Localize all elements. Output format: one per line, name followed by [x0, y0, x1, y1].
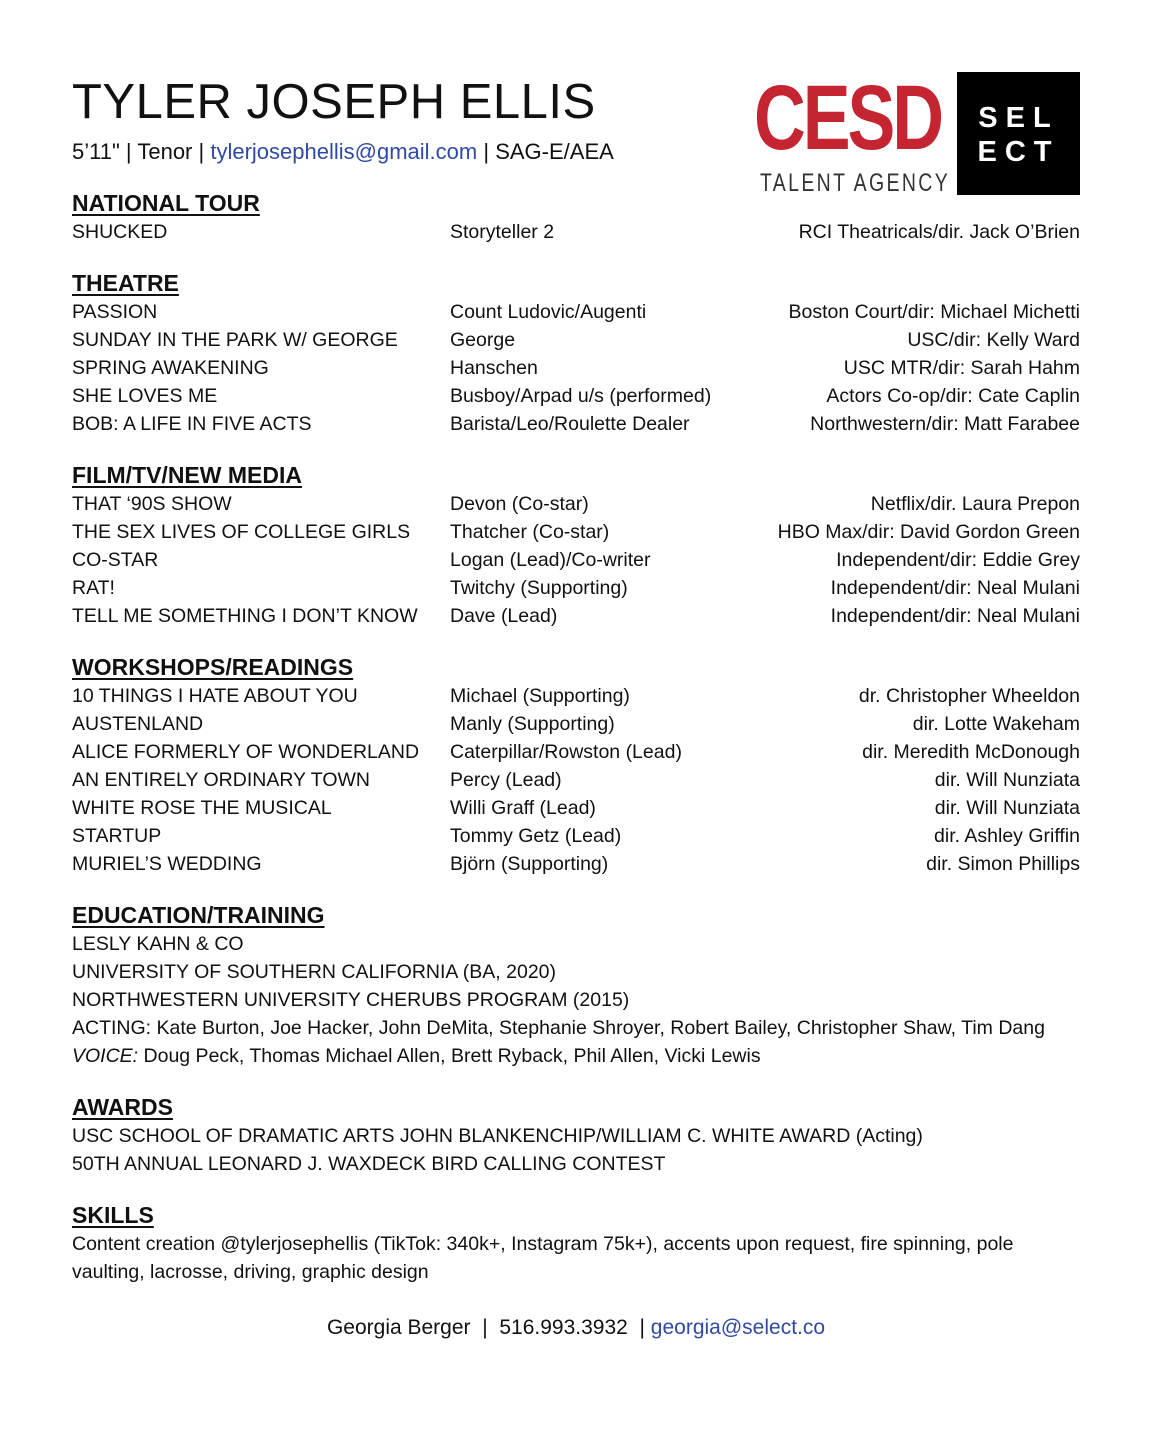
credit-company-director: Actors Co-op/dir: Cate Caplin [826, 385, 1080, 407]
actor-stats: 5’11" | Tenor | tylerjosephellis@gmail.com | SAG-E/AEA [72, 139, 614, 164]
credit-row [72, 354, 1080, 382]
credit-row [72, 298, 1080, 326]
section-title: FILM/TV/NEW MEDIA [72, 462, 302, 488]
credit-title: BOB: A LIFE IN FIVE ACTS [72, 413, 312, 435]
credit-role: Thatcher (Co-star) [450, 521, 610, 543]
credit-company-director: Independent/dir: Eddie Grey [836, 549, 1080, 571]
credit-company-director: Boston Court/dir: Michael Michetti [788, 301, 1080, 323]
section-skills [72, 1200, 1072, 1286]
credit-row [72, 382, 1080, 410]
credit-company-director: Independent/dir: Neal Mulani [830, 605, 1080, 627]
actor-name: TYLER JOSEPH ELLIS [72, 75, 596, 129]
credit-company-director: dir. Lotte Wakeham [912, 713, 1080, 735]
credit-row [72, 574, 1080, 602]
credit-row [72, 518, 1080, 546]
credit-row [72, 738, 1080, 766]
education-line: NORTHWESTERN UNIVERSITY CHERUBS PROGRAM (2015) [72, 989, 630, 1011]
talent-agency-text: TALENT AGENCY [760, 169, 951, 197]
section-awards [72, 1092, 923, 1178]
credit-title: MURIEL’S WEDDING [72, 853, 262, 875]
actor-email-link[interactable]: tylerjosephellis@gmail.com [210, 139, 478, 164]
credit-title: AUSTENLAND [72, 713, 204, 735]
cesd-logo-text: CESD [754, 67, 941, 169]
credit-role: Barista/Leo/Roulette Dealer [450, 413, 690, 435]
section-workshops [72, 652, 1080, 878]
credit-company-director: USC/dir: Kelly Ward [907, 329, 1080, 351]
credit-role: Percy (Lead) [450, 769, 562, 791]
credit-company-director: dr. Christopher Wheeldon [858, 685, 1080, 707]
height: 5’11" [72, 139, 120, 164]
credit-title: WHITE ROSE THE MUSICAL [72, 797, 332, 819]
credit-row [72, 710, 1080, 738]
credit-row [72, 602, 1080, 630]
credit-title: ALICE FORMERLY OF WONDERLAND [72, 741, 420, 763]
credit-role: Dave (Lead) [450, 605, 558, 627]
credit-company-director: HBO Max/dir: David Gordon Green [777, 521, 1080, 543]
credit-role: Hanschen [450, 357, 538, 379]
section-title: NATIONAL TOUR [72, 190, 260, 216]
agent-email-link[interactable]: georgia@select.co [650, 1316, 826, 1339]
credit-company-director: USC MTR/dir: Sarah Hahm [843, 357, 1080, 379]
award-line: 50TH ANNUAL LEONARD J. WAXDECK BIRD CALLING CONTEST [72, 1153, 666, 1175]
credit-company-director: dir. Will Nunziata [934, 797, 1080, 819]
credit-company-director: Netflix/dir. Laura Prepon [870, 493, 1080, 515]
credit-role: Björn (Supporting) [450, 853, 609, 875]
credit-row [72, 218, 1080, 246]
credit-company-director: Northwestern/dir: Matt Farabee [810, 413, 1080, 435]
agent-name: Georgia Berger [326, 1316, 471, 1339]
credit-role: Tommy Getz (Lead) [450, 825, 622, 847]
voice-type: Tenor [137, 139, 193, 164]
credit-role: Logan (Lead)/Co-writer [450, 549, 651, 571]
credit-title: PASSION [72, 301, 158, 323]
credit-row [72, 490, 1080, 518]
credit-role: Busboy/Arpad u/s (performed) [450, 385, 712, 407]
credit-title: AN ENTIRELY ORDINARY TOWN [72, 769, 370, 791]
credit-company-director: dir. Ashley Griffin [934, 825, 1080, 847]
award-line: USC SCHOOL OF DRAMATIC ARTS JOHN BLANKENCHIP/WILLIAM C. WHITE AWARD (Acting) [72, 1125, 923, 1147]
skills-text: Content creation @tylerjosephellis (TikTok: 340k+, Instagram 75k+), accents upon request, fire spinning, pole vaulting, lacrosse, driving, graphic design [72, 1233, 1014, 1283]
agency-logo [754, 67, 1080, 197]
credit-company-director: RCI Theatricals/dir. Jack O’Brien [798, 221, 1080, 243]
education-line: ACTING: Kate Burton, Joe Hacker, John DeMita, Stephanie Shroyer, Robert Bailey, Christopher Shaw, Tim Dang [72, 1017, 1045, 1039]
credit-title: RAT! [72, 577, 115, 599]
credit-company-director: dir. Will Nunziata [934, 769, 1080, 791]
credit-title: TELL ME SOMETHING I DON’T KNOW [72, 605, 418, 627]
credit-company-director: dir. Simon Phillips [926, 853, 1080, 875]
credit-title: SUNDAY IN THE PARK W/ GEORGE [72, 329, 398, 351]
section-film-tv [72, 460, 1080, 630]
credit-title: SHE LOVES ME [72, 385, 218, 407]
credit-role: Michael (Supporting) [450, 685, 630, 707]
credit-row [72, 410, 1080, 438]
section-theatre [72, 268, 1080, 438]
credit-row [72, 850, 1080, 878]
credit-title: THE SEX LIVES OF COLLEGE GIRLS [72, 521, 411, 543]
credit-title: STARTUP [72, 825, 162, 847]
credit-title: SPRING AWAKENING [72, 357, 269, 379]
credit-role: Storyteller 2 [450, 221, 555, 243]
section-title: THEATRE [72, 270, 179, 296]
credit-row [72, 822, 1080, 850]
section-title: AWARDS [72, 1094, 173, 1120]
section-national-tour [72, 188, 1080, 246]
agent-contact-footer: Georgia Berger | 516.993.3932 | georgia@select.co [326, 1316, 826, 1339]
credit-row [72, 326, 1080, 354]
union-status: SAG-E/AEA [495, 139, 614, 164]
credit-row [72, 794, 1080, 822]
credit-role: Manly (Supporting) [450, 713, 615, 735]
credit-title: CO-STAR [72, 549, 159, 571]
credit-title: SHUCKED [72, 221, 168, 243]
section-education [72, 900, 1045, 1070]
select-logo: SEL ECT [957, 72, 1080, 195]
credit-role: Twitchy (Supporting) [450, 577, 628, 599]
credit-row [72, 546, 1080, 574]
credit-role: Count Ludovic/Augenti [450, 301, 647, 323]
credit-row [72, 682, 1080, 710]
credit-company-director: Independent/dir: Neal Mulani [830, 577, 1080, 599]
credit-role: Devon (Co-star) [450, 493, 589, 515]
credit-title: THAT ‘90S SHOW [72, 493, 232, 515]
agent-phone: 516.993.3932 [499, 1316, 628, 1339]
credit-role: George [450, 329, 516, 351]
credit-title: 10 THINGS I HATE ABOUT YOU [72, 685, 358, 707]
section-title: SKILLS [72, 1202, 154, 1228]
credit-role: Caterpillar/Rowston (Lead) [450, 741, 682, 763]
section-title: WORKSHOPS/READINGS [72, 654, 354, 680]
credit-company-director: dir. Meredith McDonough [862, 741, 1080, 763]
section-title: EDUCATION/TRAINING [72, 902, 325, 928]
education-voice-line: VOICE: Doug Peck, Thomas Michael Allen, Brett Ryback, Phil Allen, Vicki Lewis [72, 1045, 761, 1067]
education-line: UNIVERSITY OF SOUTHERN CALIFORNIA (BA, 2020) [72, 961, 556, 983]
credit-row [72, 766, 1080, 794]
education-line: LESLY KAHN & CO [72, 933, 244, 955]
credit-role: Willi Graff (Lead) [450, 797, 596, 819]
